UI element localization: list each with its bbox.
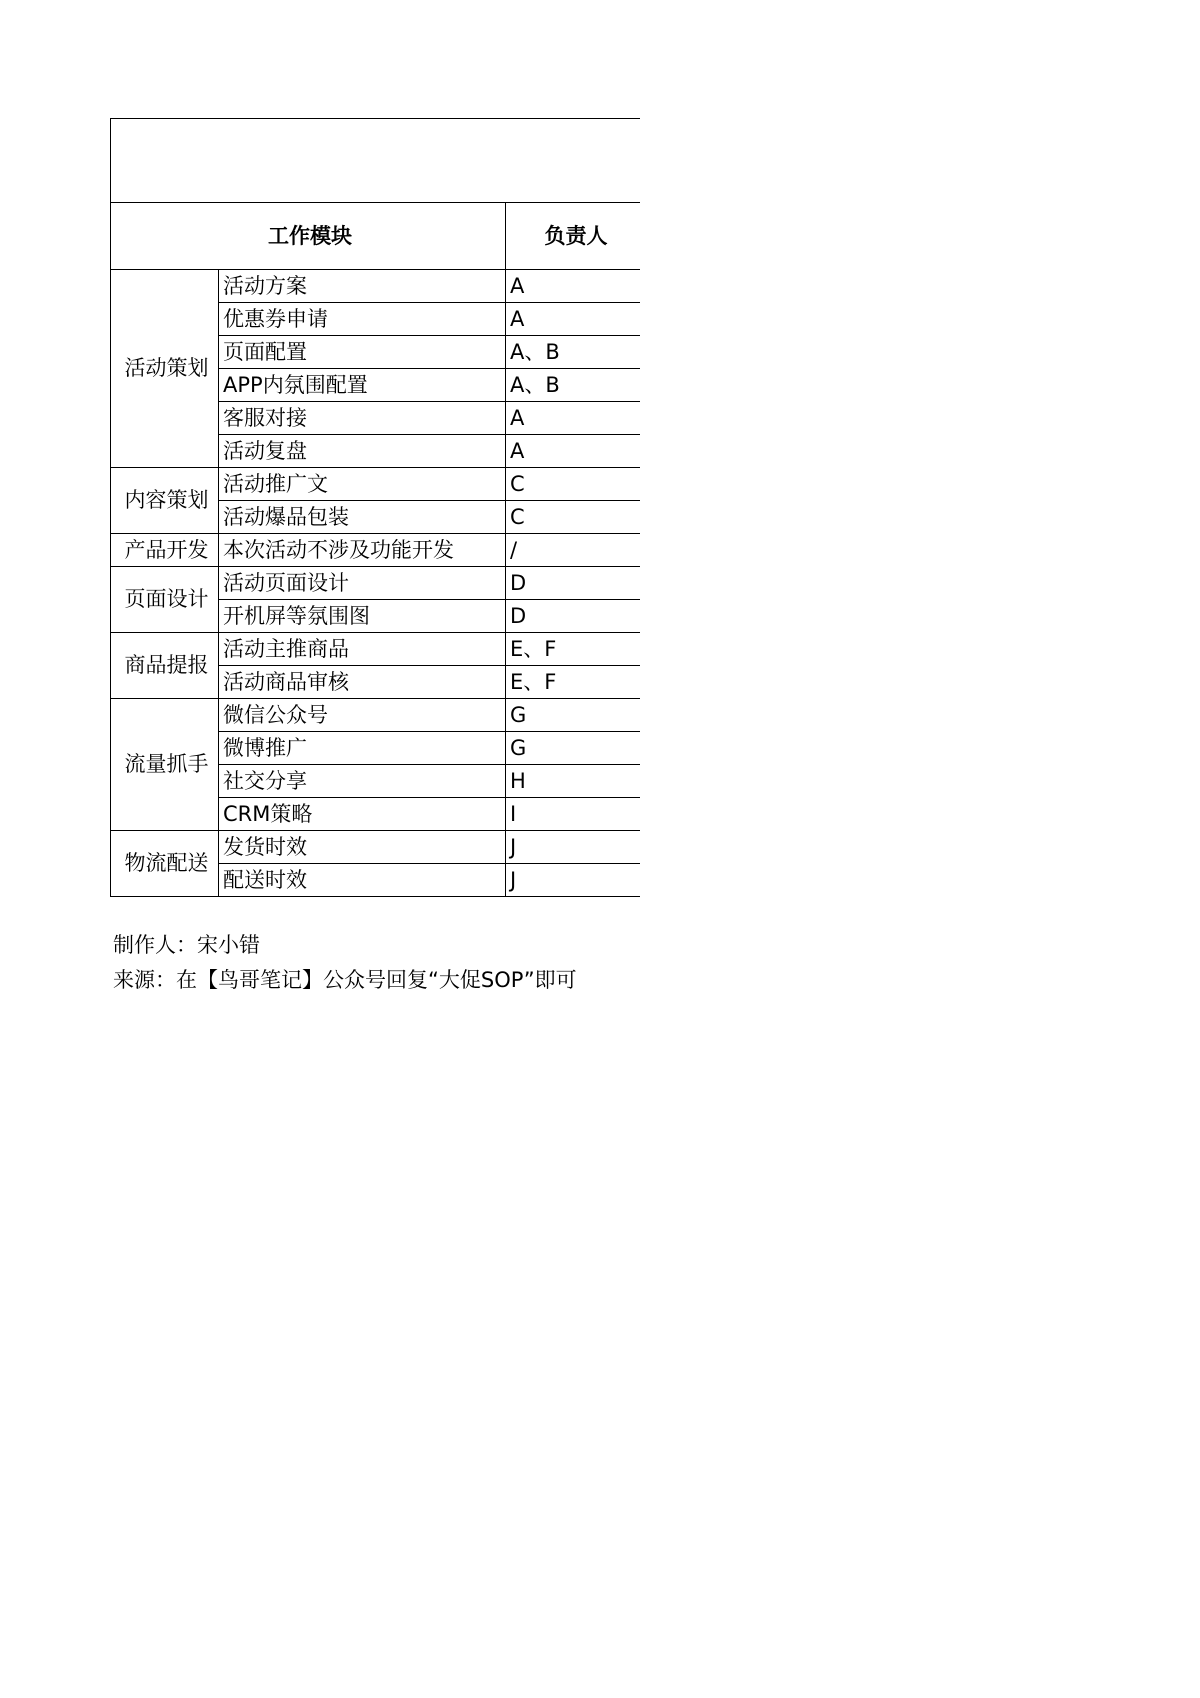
task-cell: CRM策略 xyxy=(219,798,506,831)
owner-cell: D xyxy=(506,600,641,633)
task-cell: 活动方案 xyxy=(219,270,506,303)
task-cell: 活动页面设计 xyxy=(219,567,506,600)
module-group-cell: 产品开发 xyxy=(111,534,219,567)
module-group-cell: 页面设计 xyxy=(111,567,219,633)
header-module: 工作模块 xyxy=(111,203,506,270)
owner-cell: E、F xyxy=(506,666,641,699)
owner-cell: A xyxy=(506,303,641,336)
owner-cell: G xyxy=(506,732,641,765)
task-cell: 活动主推商品 xyxy=(219,633,506,666)
table-row xyxy=(111,633,641,666)
owner-cell: E、F xyxy=(506,633,641,666)
owner-cell: / xyxy=(506,534,641,567)
table-row xyxy=(111,567,641,600)
module-group-cell: 内容策划 xyxy=(111,468,219,534)
table-row xyxy=(111,699,641,732)
table-row xyxy=(111,468,641,501)
owner-cell: J xyxy=(506,831,641,864)
header-row xyxy=(111,203,641,270)
owner-cell: A、B xyxy=(506,336,641,369)
responsibility-table xyxy=(110,118,640,897)
task-cell: 开机屏等氛围图 xyxy=(219,600,506,633)
owner-cell: A xyxy=(506,402,641,435)
task-cell: 客服对接 xyxy=(219,402,506,435)
owner-cell: I xyxy=(506,798,641,831)
module-group-cell: 物流配送 xyxy=(111,831,219,897)
sheet-viewport xyxy=(110,118,640,906)
module-group-cell: 流量抓手 xyxy=(111,699,219,831)
task-cell: 社交分享 xyxy=(219,765,506,798)
table-row xyxy=(111,534,641,567)
owner-cell: C xyxy=(506,501,641,534)
module-group-cell: 商品提报 xyxy=(111,633,219,699)
task-cell: 活动推广文 xyxy=(219,468,506,501)
owner-cell: G xyxy=(506,699,641,732)
task-cell: APP内氛围配置 xyxy=(219,369,506,402)
table-title xyxy=(111,119,641,203)
task-cell: 优惠券申请 xyxy=(219,303,506,336)
owner-cell: J xyxy=(506,864,641,897)
task-cell: 页面配置 xyxy=(219,336,506,369)
table-row xyxy=(111,270,641,303)
task-cell: 微博推广 xyxy=(219,732,506,765)
owner-cell: A xyxy=(506,435,641,468)
sop-table-sheet xyxy=(110,118,640,906)
owner-cell: C xyxy=(506,468,641,501)
owner-cell: D xyxy=(506,567,641,600)
title-row xyxy=(111,119,641,203)
owner-cell: A xyxy=(506,270,641,303)
footer xyxy=(0,925,640,1005)
owner-cell: A、B xyxy=(506,369,641,402)
task-cell: 本次活动不涉及功能开发 xyxy=(219,534,506,567)
table-body xyxy=(111,119,641,897)
task-cell: 活动爆品包装 xyxy=(219,501,506,534)
header-owner: 负责人 xyxy=(506,203,641,270)
task-cell: 活动商品审核 xyxy=(219,666,506,699)
table-row xyxy=(111,831,641,864)
task-cell: 配送时效 xyxy=(219,864,506,897)
module-group-cell: 活动策划 xyxy=(111,270,219,468)
owner-cell: H xyxy=(506,765,641,798)
task-cell: 活动复盘 xyxy=(219,435,506,468)
task-cell: 微信公众号 xyxy=(219,699,506,732)
author-note: 制作人：宋小错 xyxy=(113,933,260,957)
source-note: 来源：在【鸟哥笔记】公众号回复“大促SOP”即可 xyxy=(113,968,577,992)
task-cell: 发货时效 xyxy=(219,831,506,864)
